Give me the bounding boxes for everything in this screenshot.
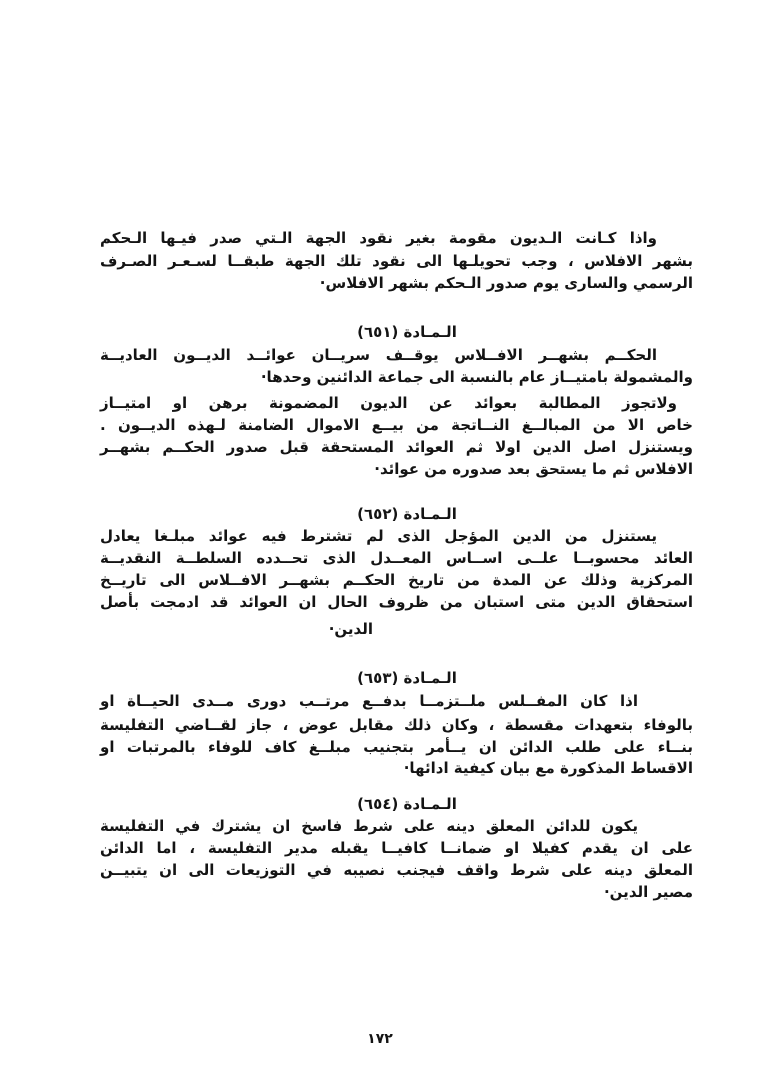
article-651-line: والمشمولة بامتيــاز عام بالنسبة الى جماعة الدائنين وحدها· xyxy=(260,368,693,386)
article-651-line: ولاتجوز المطالبة بعوائد عن الديون المضمونة برهن او امتيــاز xyxy=(100,394,677,412)
intro-line: بشهر الافلاس ، وجب تحويلـها الى نقود تلك الجهة طبقــا لسـعـر الصـرف xyxy=(100,252,693,270)
article-651-line: خاص الا من المبالــغ النــاتجة من بيــع الاموال الضامنة لـهذه الديــون . xyxy=(100,416,693,434)
article-651-line: ويستنزل اصل الدين اولا ثم العوائد المستحقة قبل صدور الحكــم بشهــر xyxy=(100,438,693,456)
article-653-line: بالوفاء بتعهدات مقسطة ، وكان ذلك مقابل عوض ، جاز لقــاضي التفليسة xyxy=(100,716,693,734)
article-653-line: اذا كان المفــلس ملــتزمــا بدفــع مرتــب دورى مــدى الحيــاة او xyxy=(100,692,638,710)
article-654-line: مصير الدين· xyxy=(603,883,693,901)
article-652-line: العائد محسوبــا علــى اســاس المعــدل الذى تحــدده السلطــة النقديــة xyxy=(100,549,693,567)
article-654-line: على ان يقدم كفيلا او ضمانــا كافيــا يقبله مدير التفليسة ، اما الدائن xyxy=(100,839,693,857)
article-653-line: الاقساط المذكورة مع بيان كيفية ادائها· xyxy=(403,759,693,777)
article-652-line: المركزية وذلك عن المدة من تاريخ الحكــم بشهــر الافــلاس الى تاريــخ xyxy=(100,571,693,589)
article-heading-651: الـمـادة (٦٥١) xyxy=(357,323,457,341)
article-651-line: الحكــم بشهــر الافــلاس يوقــف سريــان عوائــد الديــون العاديــة xyxy=(100,346,657,364)
article-654-line: المعلق دينه على شرط واقف فيجنب نصيبه في التوزيعات الى ان يتبيــن xyxy=(100,861,693,879)
article-heading-654: الـمـادة (٦٥٤) xyxy=(357,795,457,813)
article-heading-653: الـمـادة (٦٥٣) xyxy=(357,669,457,687)
article-651-line: الافلاس ثم ما يستحق بعد صدوره من عوائد· xyxy=(374,460,693,478)
article-heading-652: الـمـادة (٦٥٢) xyxy=(357,505,457,523)
article-652-line: الدين· xyxy=(328,620,373,638)
article-654-line: يكون للدائن المعلق دينه على شرط فاسخ ان يشترك في التفليسة xyxy=(100,817,638,835)
page-number: ١٧٢ xyxy=(367,1031,393,1047)
intro-line: الرسمي والسارى يوم صدور الـحكم بشهر الافلاس· xyxy=(319,274,693,292)
article-652-line: استحقاق الدين متى استبان من ظروف الحال ان العوائد قد ادمجت بأصل xyxy=(100,593,693,611)
article-653-line: بنــاء على طلب الدائن ان يــأمر بتجنيب مبلــغ كاف للوفاء بالمرتبات او xyxy=(100,738,693,756)
intro-line: واذا كـانت الـديون مقومة بغير نقود الجهة الـتي صدر فيـها الـحكم xyxy=(100,229,657,247)
article-652-line: يستنزل من الدين المؤجل الذى لم تشترط فيه عوائد مبلـغا يعادل xyxy=(100,527,657,545)
